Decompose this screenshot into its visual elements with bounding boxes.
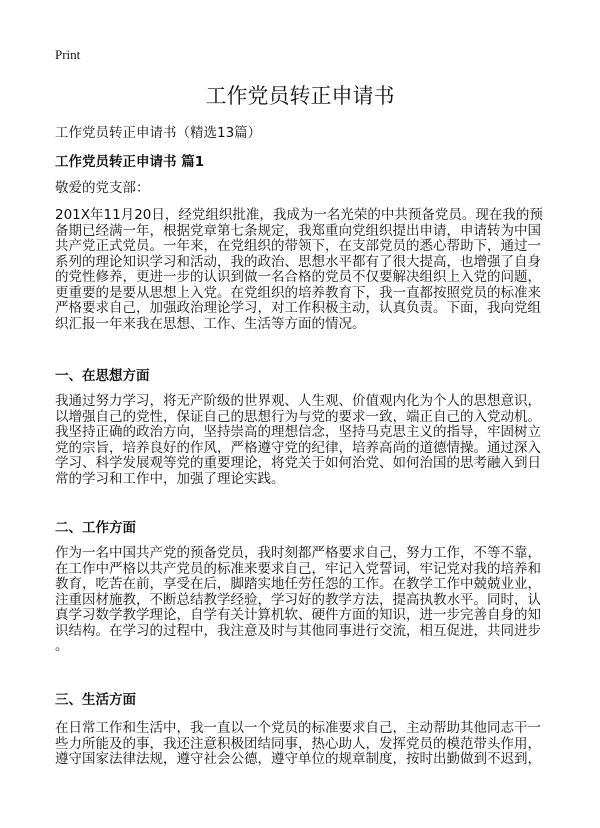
greeting: 敬爱的党支部： [55,180,150,196]
paragraph-line: 更重要的是要从思想上入党。在党组织的培养教育下，我一直都按照党员的标准来 [55,284,541,301]
paragraph-line: 真学习数学教学理论，自学有关计算机软、硬件方面的知识，进一步完善自身的知 [55,607,541,623]
paragraph-line: 在日常工作和生活中，我一直以一个党员的标准要求自己，主动帮助其他同志干一 [55,720,541,736]
paragraph-line: 注重因材施教，不断总结教学经验，学习好的教学方法，提高执教水平。同时，认 [55,591,541,608]
paragraph-line: 教育，吃苦在前，享受在后，脚踏实地任劳任怨的工作。在教学工作中兢兢业业， [55,576,541,592]
paragraph-line: 的党性修养，更进一步的认识到做一名合格的党员不仅要解决组织上入党的问题， [55,269,541,285]
paragraph-line: 我坚持正确的政治方向，坚持崇高的理想信念，坚持马克思主义的指导，牢固树立 [55,424,541,440]
paragraph-line: 我通过努力学习，将无产阶级的世界观、人生观、价值观内化为个人的思想意识， [55,393,541,409]
paragraph-line: 常的学习和工作中，加强了理论实践。 [55,470,285,487]
paragraph-line: 备期已经满一年，根据党章第七条规定，我郑重向党组织提出申请，申请转为中国 [55,222,541,239]
heading-thought: 一、在思想方面 [55,368,150,384]
section-heading: 工作党员转正申请书 篇1 [55,154,205,170]
heading-work: 二、工作方面 [55,520,136,536]
paragraph-line: 作为一名中国共产党的预备党员，我时刻都严格要求自己，努力工作，不等不靠， [55,545,541,561]
paragraph-line: 织汇报一年来我在思想、工作、生活等方面的情况。 [55,315,366,332]
paragraph-line: 遵守国家法律法规，遵守社会公德，遵守单位的规章制度，按时出勤做到不迟到， [55,751,541,767]
paragraph-line: 严格要求自己，加强政治理论学习，对工作积极主动，认真负责。下面，我向党组 [55,300,541,316]
intro-paragraph [55,208,543,332]
paragraph-line: 学习、科学发展观等党的重要理论，将党关于如何治党、如何治国的思考融入到日 [55,455,541,471]
paragraph-line: 以增强自己的党性，保证自己的思想行为与党的要求一致，端正自己的入党动机。 [55,408,541,425]
paragraph-line: 。 [55,638,69,654]
print-link[interactable]: Print [55,47,81,62]
paragraph-line: 201X年11月20日，经党组织批准，我成为一名光荣的中共预备党员。现在我的预 [55,207,543,223]
paragraph-life [55,721,541,768]
paragraph-thought [55,394,541,487]
paragraph-work [55,546,541,655]
heading-life: 三、生活方面 [55,692,136,708]
paragraph-line: 识结构。在学习的过程中，我注意及时与其他同事进行交流，相互促进，共同进步 [55,622,541,639]
paragraph-line: 共产党正式党员。一年来，在党组织的带领下，在支部党员的悉心帮助下，通过一 [55,238,541,254]
paragraph-line: 些力所能及的事，我还注意积极团结同事，热心助人，发挥党员的模范带头作用， [55,735,541,752]
paragraph-line: 系列的理论知识学习和活动，我的政治、思想水平都有了很大提高，也增强了自身 [55,253,541,270]
page-title: 工作党员转正申请书 [205,84,395,108]
paragraph-line: 在工作中严格以共产党员的标准来要求自己，牢记入党誓词，牢记党对我的培养和 [55,560,541,577]
paragraph-line: 党的宗旨，培养良好的作风，严格遵守党的纪律，培养高尚的道德情操。通过深入 [55,439,541,456]
document-subtitle: 工作党员转正申请书（精选13篇） [55,125,262,141]
